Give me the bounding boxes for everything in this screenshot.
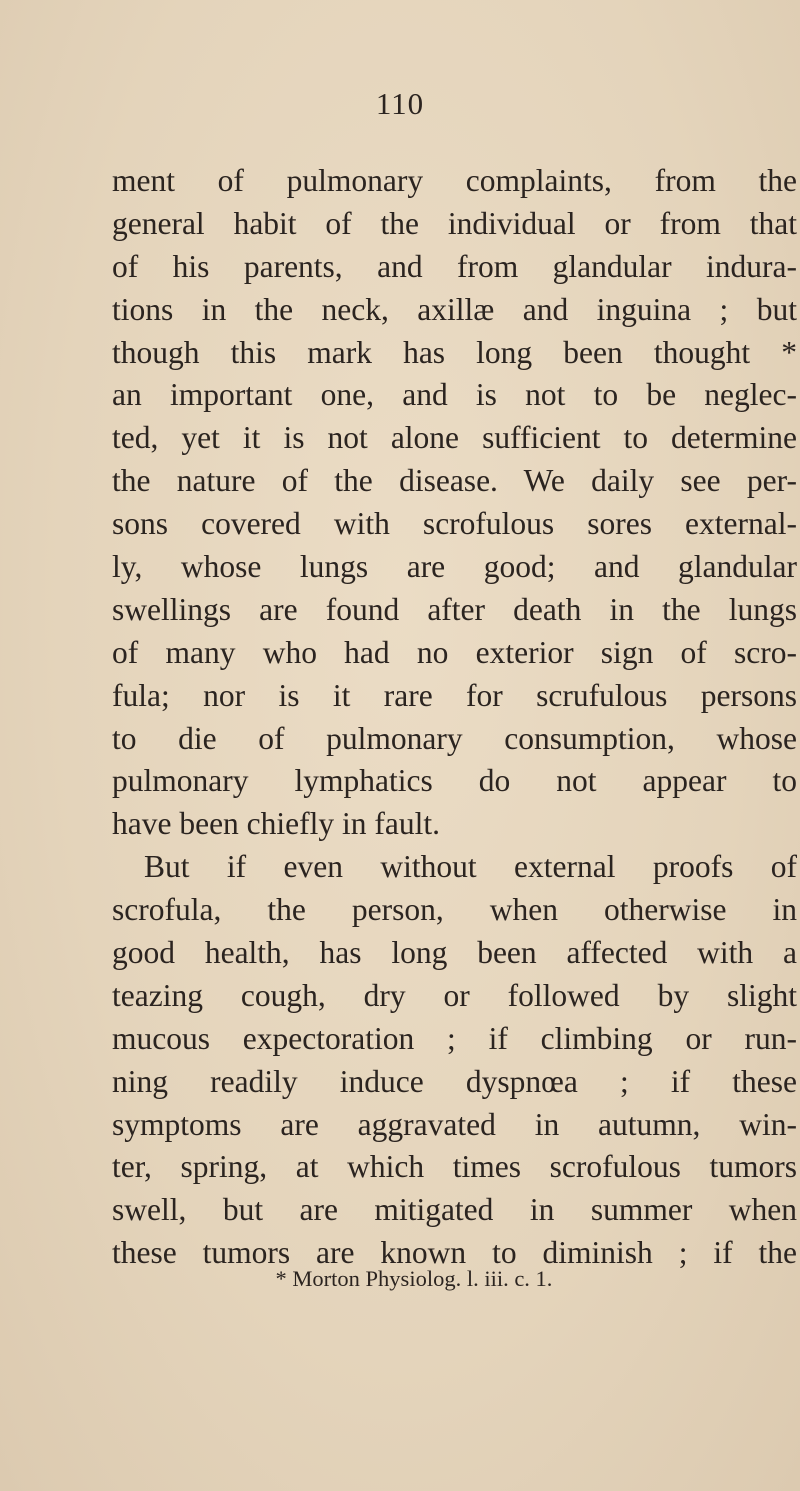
page-number: 110 (375, 86, 425, 121)
text-line: fula; nor is it rare for scrufulous persons (112, 677, 797, 713)
text-line: ted, yet it is not alone sufficient to determine (112, 420, 797, 456)
text-line: swellings are found after death in the lungs (112, 591, 797, 627)
text-line: to die of pulmonary consumption, whose (112, 720, 797, 756)
text-line: of many who had no exterior sign of scro- (112, 634, 797, 670)
text-line: of his parents, and from glandular indura- (112, 248, 797, 284)
text-line: mucous expectoration ; if climbing or run- (112, 1020, 797, 1056)
footnote: * Morton Physiolog. l. iii. c. 1. (275, 1266, 553, 1291)
text-line: good health, has long been affected with a (112, 935, 797, 971)
text-line: an important one, and is not to be neglec- (112, 377, 797, 413)
text-line: though this mark has long been thought * (112, 334, 797, 370)
text-line: symptoms are aggravated in autumn, win- (112, 1106, 797, 1142)
text-line: sons covered with scrofulous sores external- (112, 506, 797, 542)
text-line: But if even without external proofs of (144, 849, 797, 885)
text-line: teazing cough, dry or followed by slight (112, 977, 797, 1013)
text-line: swell, but are mitigated in summer when (112, 1192, 797, 1228)
text-line: these tumors are known to diminish ; if the (112, 1235, 797, 1271)
text-line: ter, spring, at which times scrofulous tumors (112, 1149, 797, 1185)
text-line: tions in the neck, axillæ and inguina ; but (112, 291, 797, 327)
text-line: scrofula, the person, when otherwise in (112, 892, 797, 928)
body-text (112, 160, 797, 1275)
text-line: ly, whose lungs are good; and glandular (112, 549, 797, 585)
text-line: general habit of the individual or from that (112, 205, 797, 241)
text-line: ning readily induce dyspnœa ; if these (112, 1063, 797, 1099)
text-line: pulmonary lymphatics do not appear to (112, 763, 797, 799)
text-line: have been chiefly in fault. (112, 806, 440, 842)
text-line: ment of pulmonary complaints, from the (112, 163, 797, 198)
text-line: the nature of the disease. We daily see per- (112, 463, 797, 499)
